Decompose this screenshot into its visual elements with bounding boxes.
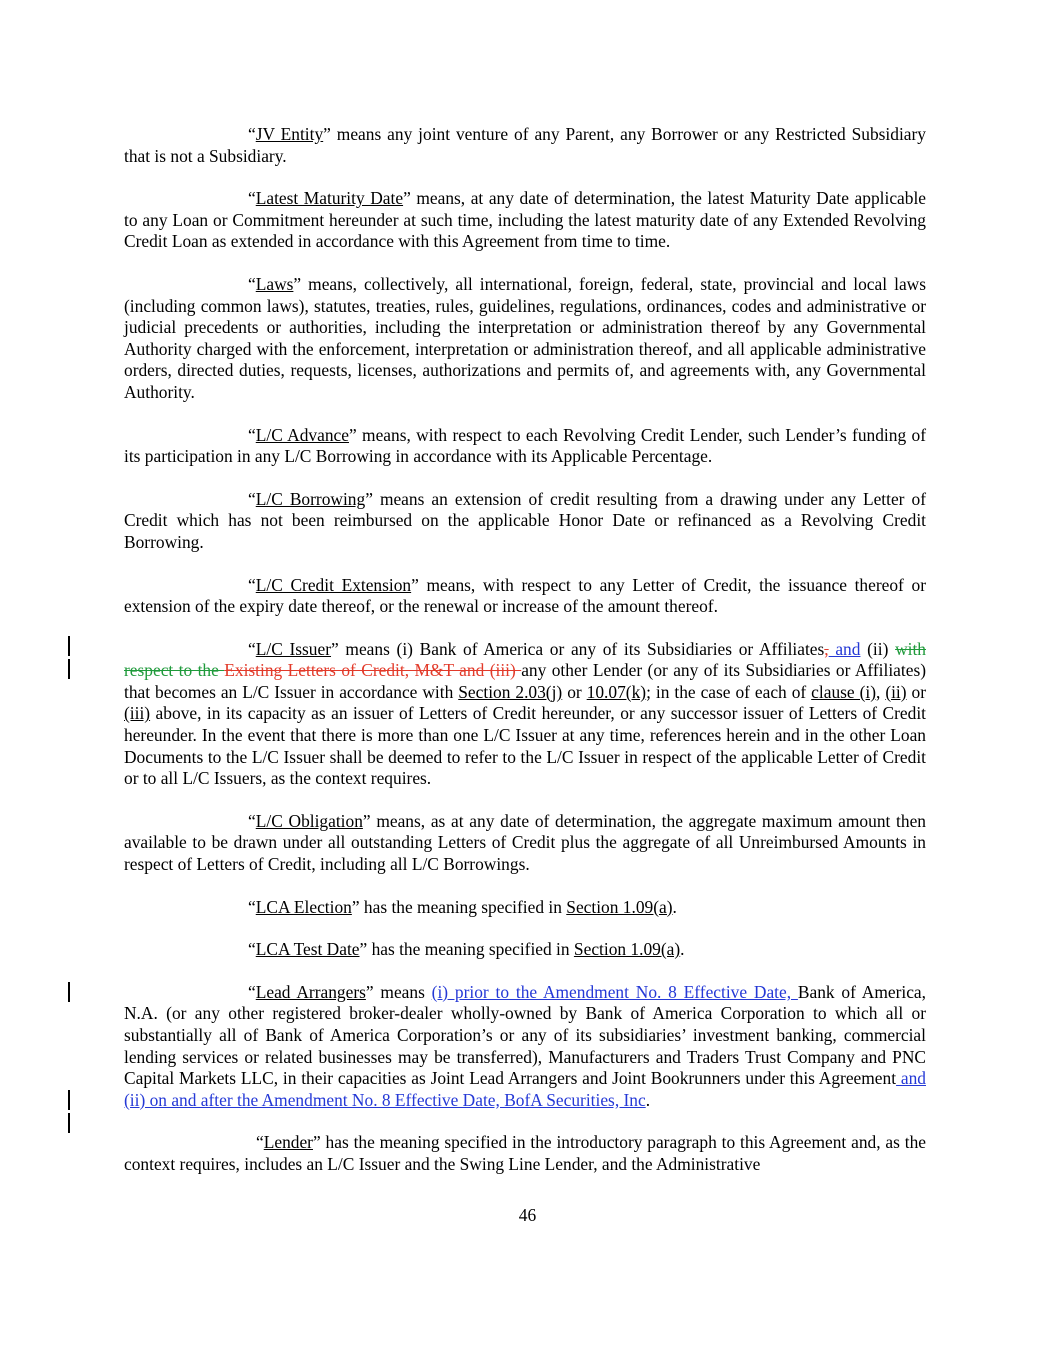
section-reference: 10.07(k) [586,681,647,702]
definition-lca-test-date: “LCA Test Date” has the meaning specified in Section 1.09(a). [248,939,685,960]
change-bar [68,1113,70,1133]
change-bar [68,982,70,1002]
defined-term: JV Entity [255,124,324,144]
definition-lc-credit-extension: “L/C Credit Extension” means, with respect to any Letter of Credit, the issuance thereof or extension of the expiry date thereof, or the renewal or increase of the amount thereof. [124,574,926,617]
defined-term: L/C Obligation [255,810,363,831]
deleted-text: , [824,638,829,659]
definition-lead-arrangers: “Lead Arrangers” means (i) prior to the Amendment No. 8 Effective Date, Bank of America, N.A. (or any other registered broker-dealer wholly-owned by Bank of America Corporation to which all or substantially all of Bank of America Corporation’s or any of its subsidiaries’ investment banking, commercial lending services or related businesses may be transferred), Manufacturers and Traders Trust Company and PNC Capital Markets LLC, in their capacities as Joint Lead Arrangers and Joint Bookrunners under this Agreement and (ii) on and after the Amendment No. 8 Effective Date, BofA Securities, Inc. [124,981,926,1110]
clause-reference: clause (i) [811,681,876,702]
defined-term: L/C Credit Extension [255,574,412,595]
page-number: 46 [518,1205,537,1225]
definition-lender: “Lender” has the meaning specified in the introductory paragraph to this Agreement and, as the context requires, includes an L/C Issuer and the Swing Line Lender, and the Administrative [124,1132,926,1174]
defined-term: L/C Borrowing [255,488,366,509]
defined-term: L/C Issuer [255,638,332,659]
defined-term: Lender [263,1132,313,1153]
document-page [124,124,926,1197]
clause-reference: (iii) [124,703,151,724]
defined-term: L/C Advance [255,424,349,445]
clause-reference: (ii) [885,681,907,702]
section-reference: Section 1.09(a) [566,896,673,917]
inserted-text: and [828,638,861,659]
definition-latest-maturity-date: “Latest Maturity Date” means, at any date of determination, the latest Maturity Date applicable to any Loan or Commitment hereunder at such time, including the latest maturity date of any Extended Revolving Credit Loan as extended in accordance with this Agreement from time to time. [124,188,926,252]
change-bar [68,1090,70,1110]
defined-term: LCA Election [255,896,352,917]
section-reference: Section 2.03(j) [458,681,563,702]
definition-lc-obligation: “L/C Obligation” means, as at any date of determination, the aggregate maximum amount then available to be drawn under all outstanding Letters of Credit plus the aggregate of all Unreimbursed Amounts in respect of Letters of Credit, including all L/C Borrowings. [124,810,926,875]
definition-lc-issuer: “L/C Issuer” means (i) Bank of America or any of its Subsidiaries or Affiliates, and (ii) with respect to the Existing Letters of Credit, M&T and (iii) any other Lender (or any of its Subsidiaries or Affiliates) that becomes an L/C Issuer in accordance with Section 2.03(j) or 10.07(k); in the case of each of clause (i), (ii) or (iii) above, in its capacity as an issuer of Letters of Credit hereunder, or any successor issuer of Letters of Credit hereunder. In the event that there is more than one L/C Issuer at any time, references herein and in the other Loan Documents to the L/C Issuer shall be deemed to refer to the L/C Issuer in respect of the applicable Letter of Credit or to all L/C Issuers, as the context requires. [124,638,927,789]
defined-term: LCA Test Date [255,939,360,960]
defined-term: Laws [255,273,294,294]
definition-jv-entity: “JV Entity” means any joint venture of any Parent, any Borrower or any Restricted Subsidiary that is not a Subsidiary. [124,124,926,166]
inserted-text: (i) prior to the Amendment No. 8 Effective Date, [431,981,798,1002]
change-bar [68,636,70,656]
inserted-text: and (ii) on and after the Amendment No. 8 Effective Date, BofA Securities, Inc [124,1068,926,1110]
definition-laws: “Laws” means, collectively, all international, foreign, federal, state, provincial and local laws (including common laws), statutes, treaties, rules, guidelines, regulations, ordinances, codes and administrative or judicial precedents or authorities, including the interpretation or administration thereof by any Governmental Authority charged with the enforcement, interpretation or administration thereof, and all applicable administrative orders, directed duties, requests, licenses, authorizations and permits of, and agreements with, any Governmental Authority. [124,273,926,402]
definition-lc-advance: “L/C Advance” means, with respect to each Revolving Credit Lender, such Lender’s funding of its participation in any L/C Borrowing in accordance with its Applicable Percentage. [124,424,926,467]
defined-term: Lead Arrangers [255,981,366,1002]
change-bar [68,659,70,679]
deleted-text: with respect to the [124,638,926,681]
defined-term: Latest Maturity Date [255,188,404,209]
definition-lc-borrowing: “L/C Borrowing” means an extension of credit resulting from a drawing under any Letter of Credit which has not been reimbursed on the applicable Honor Date or refinanced as a Revolving Credit Borrowing. [124,488,926,552]
definition-lca-election: “LCA Election” has the meaning specified in Section 1.09(a). [248,896,677,917]
section-reference: Section 1.09(a) [573,939,681,960]
deleted-text: Existing Letters of Credit, M&T and (iii) [224,660,522,681]
